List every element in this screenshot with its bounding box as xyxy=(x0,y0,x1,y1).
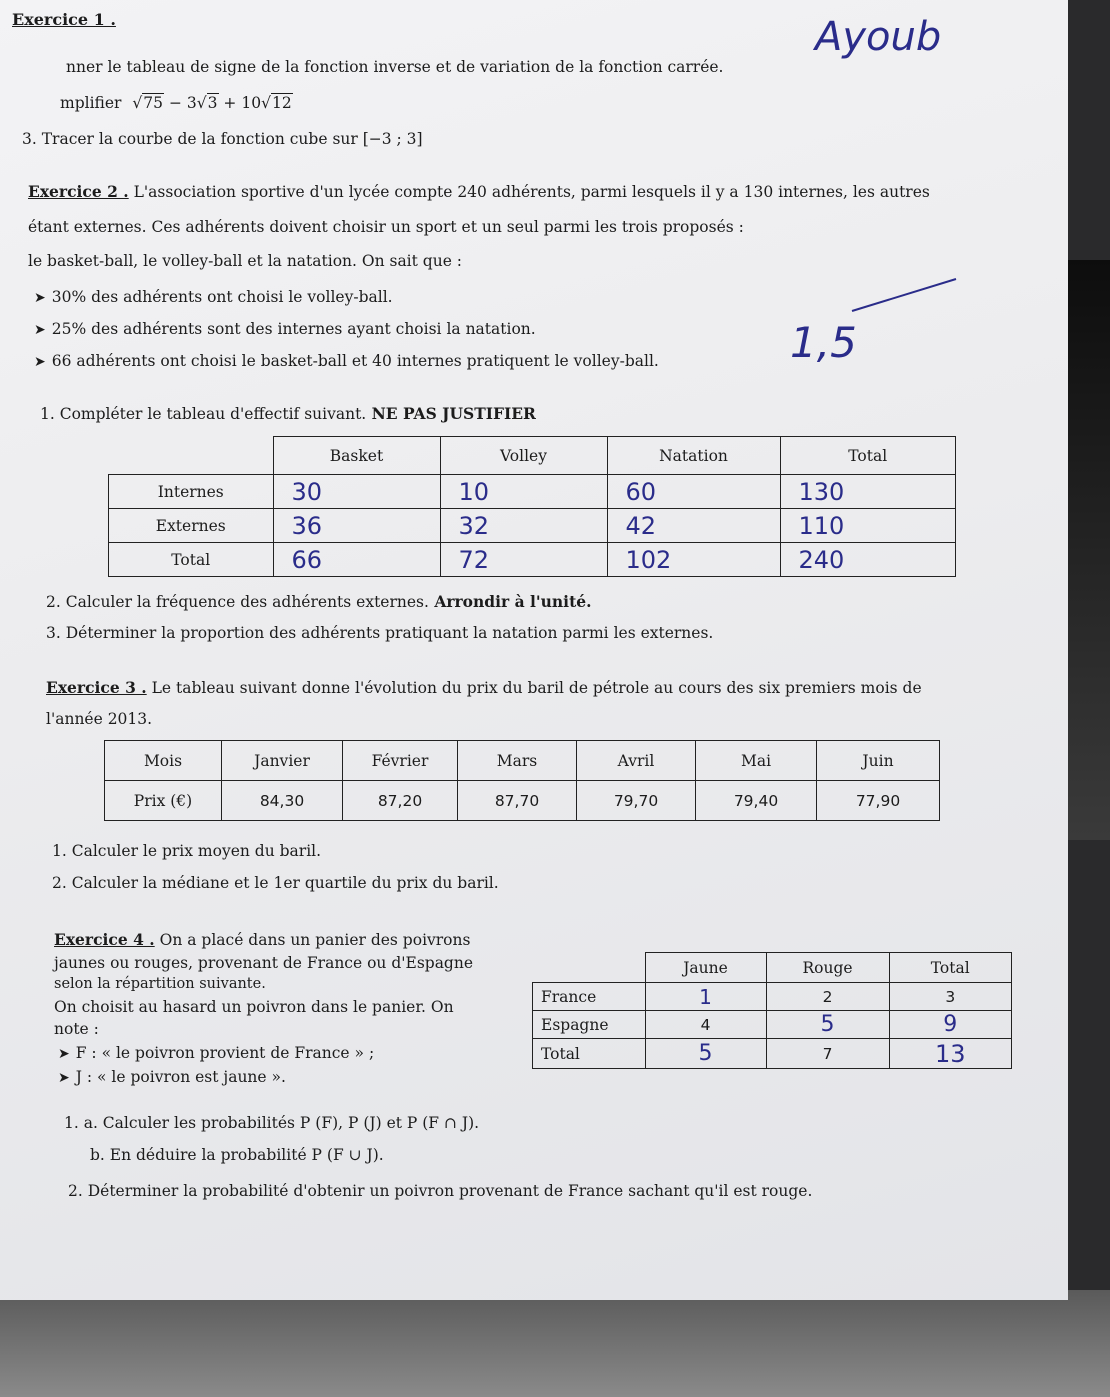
radicand-3: 3 xyxy=(207,94,218,112)
ex2-q1 xyxy=(40,404,536,423)
arrow-bullet-icon: ➤ xyxy=(58,1070,70,1086)
ex1-q2-expression xyxy=(132,94,292,112)
ex1-q1: nner le tableau de signe de la fonction inverse et de variation de la fonction carrée. xyxy=(66,58,724,76)
row-label: Externes xyxy=(109,509,274,543)
ex2-bullet-text-1: 30% des adhérents ont choisi le volley-ball. xyxy=(51,288,393,306)
header-cell: Natation xyxy=(607,437,780,475)
ex2-q3: 3. Déterminer la proportion des adhérents pratiquant la natation parmi les externes. xyxy=(46,624,714,642)
handwritten-cell: 240 xyxy=(780,543,956,577)
handwritten-cell: 5 xyxy=(766,1011,889,1039)
ex2-bullet-text-3: 66 adhérents ont choisi le basket-ball et 40 internes pratiquent le volley-ball. xyxy=(51,352,659,370)
ex1-q3: 3. Tracer la courbe de la fonction cube sur [−3 ; 3] xyxy=(22,130,423,148)
ex2-intro-line-1 xyxy=(28,182,930,201)
ex4-bullet-text-1: F : « le poivron provient de France » ; xyxy=(75,1044,375,1062)
header-cell: Total xyxy=(780,437,956,475)
ex4-intro-line-5: note : xyxy=(54,1020,99,1038)
month-cell: Février xyxy=(343,741,458,781)
printed-cell: 3 xyxy=(889,983,1012,1011)
ex4-intro-text-1: On a placé dans un panier des poivrons xyxy=(154,931,471,949)
ex3-title: Exercice 3 . xyxy=(46,678,147,697)
row-label: Mois xyxy=(105,741,222,781)
handwritten-cell: 32 xyxy=(440,509,607,543)
ex3-q2: 2. Calculer la médiane et le 1er quartile du prix du baril. xyxy=(52,874,499,892)
handwritten-cell: 102 xyxy=(607,543,780,577)
price-cell: 84,30 xyxy=(222,781,343,821)
ex2-q1-bold: NE PAS JUSTIFIER xyxy=(366,404,536,423)
header-cell: Volley xyxy=(440,437,607,475)
handwritten-cell: 9 xyxy=(889,1011,1012,1039)
ex4-intro-line-4: On choisit au hasard un poivron dans le panier. On xyxy=(54,998,454,1016)
handwritten-cell: 66 xyxy=(273,543,440,577)
price-cell: 79,70 xyxy=(577,781,696,821)
month-cell: Janvier xyxy=(222,741,343,781)
arrow-bullet-icon: ➤ xyxy=(34,290,46,306)
handwritten-stroke-icon xyxy=(850,275,960,315)
ex2-q2-bold: Arrondir à l'unité. xyxy=(428,592,592,611)
ex2-effectif-table xyxy=(108,436,956,577)
ex1-q2-prefix: mplifier xyxy=(60,94,122,112)
handwritten-cell: 130 xyxy=(780,475,956,509)
ex4-q2: 2. Déterminer la probabilité d'obtenir un poivron provenant de France sachant qu'il est rouge. xyxy=(68,1182,813,1200)
row-label: Total xyxy=(533,1039,646,1069)
ex2-q1-text: 1. Compléter le tableau d'effectif suivant. xyxy=(40,405,367,423)
month-cell: Mars xyxy=(458,741,577,781)
handwritten-cell: 42 xyxy=(607,509,780,543)
radicand-12: 12 xyxy=(271,94,292,112)
ex4-intro-line-1 xyxy=(54,930,470,949)
ex4-pepper-table xyxy=(532,952,1012,1069)
ex4-q1b: b. En déduire la probabilité P (F ∪ J). xyxy=(90,1146,384,1164)
header-cell: Jaune xyxy=(645,953,766,983)
ex4-bullet-text-2: J : « le poivron est jaune ». xyxy=(75,1068,286,1086)
month-cell: Avril xyxy=(577,741,696,781)
row-label: Prix (€) xyxy=(105,781,222,821)
header-cell: Rouge xyxy=(766,953,889,983)
ex4-bullet-2 xyxy=(58,1068,286,1086)
row-label: France xyxy=(533,983,646,1011)
ex2-bullet-3 xyxy=(34,352,659,370)
printed-cell: 7 xyxy=(766,1039,889,1069)
row-label: Total xyxy=(109,543,274,577)
arrow-bullet-icon: ➤ xyxy=(34,354,46,370)
handwritten-cell: 36 xyxy=(273,509,440,543)
printed-cell: 2 xyxy=(766,983,889,1011)
ex4-intro-line-2: jaunes ou rouges, provenant de France ou d'Espagne xyxy=(54,954,474,972)
handwritten-cell: 30 xyxy=(273,475,440,509)
sqrt-term-3: + 10√ xyxy=(218,94,271,112)
radicand-75: 75 xyxy=(143,94,164,112)
sqrt-term-2: − 3√ xyxy=(164,94,207,112)
ex1-title: Exercice 1 . xyxy=(12,10,116,29)
handwritten-cell: 60 xyxy=(607,475,780,509)
handwritten-score: 1,5 xyxy=(790,318,857,367)
ex3-price-table xyxy=(104,740,940,821)
ex4-bullet-1 xyxy=(58,1044,374,1062)
handwritten-cell: 1 xyxy=(645,983,766,1011)
ex4-title: Exercice 4 . xyxy=(54,930,155,949)
ex4-q1a: 1. a. Calculer les probabilités P (F), P (J) et P (F ∩ J). xyxy=(64,1114,480,1132)
sqrt-sign: √ xyxy=(132,94,143,112)
ex3-intro-line-1 xyxy=(46,678,922,697)
ex3-intro-text-1: Le tableau suivant donne l'évolution du prix du baril de pétrole au cours des six premiers mois de xyxy=(146,679,922,697)
handwritten-cell: 110 xyxy=(780,509,956,543)
price-cell: 77,90 xyxy=(817,781,940,821)
month-cell: Juin xyxy=(817,741,940,781)
header-cell: Basket xyxy=(273,437,440,475)
month-cell: Mai xyxy=(696,741,817,781)
ex2-q2 xyxy=(46,592,592,611)
handwritten-cell: 13 xyxy=(889,1039,1012,1069)
row-label: Internes xyxy=(109,475,274,509)
ex3-q1: 1. Calculer le prix moyen du baril. xyxy=(52,842,322,860)
table-corner xyxy=(533,953,646,983)
table-corner xyxy=(109,437,274,475)
arrow-bullet-icon: ➤ xyxy=(34,322,46,338)
row-label: Espagne xyxy=(533,1011,646,1039)
ex2-bullet-2 xyxy=(34,320,536,338)
ex2-bullet-1 xyxy=(34,288,393,306)
handwritten-name: Ayoub xyxy=(815,14,942,60)
ex2-intro-text-1: L'association sportive d'un lycée compte 240 adhérents, parmi lesquels il y a 130 internes, les autres xyxy=(128,183,930,201)
handwritten-cell: 72 xyxy=(440,543,607,577)
arrow-bullet-icon: ➤ xyxy=(58,1046,70,1062)
ex1-q2 xyxy=(60,94,293,112)
ex2-intro-line-2: étant externes. Ces adhérents doivent choisir un sport et un seul parmi les trois proposés : xyxy=(28,218,744,236)
price-cell: 87,20 xyxy=(343,781,458,821)
ex2-intro-line-3: le basket-ball, le volley-ball et la natation. On sait que : xyxy=(28,252,463,270)
ex3-intro-line-2: l'année 2013. xyxy=(46,710,153,728)
header-cell: Total xyxy=(889,953,1012,983)
handwritten-cell: 5 xyxy=(645,1039,766,1069)
ex2-bullet-text-2: 25% des adhérents sont des internes ayant choisi la natation. xyxy=(51,320,536,338)
background-desk-bottom xyxy=(0,1290,1110,1397)
ex2-title: Exercice 2 . xyxy=(28,182,129,201)
printed-cell: 4 xyxy=(645,1011,766,1039)
ex2-q2-text: 2. Calculer la fréquence des adhérents externes. xyxy=(46,593,429,611)
price-cell: 87,70 xyxy=(458,781,577,821)
price-cell: 79,40 xyxy=(696,781,817,821)
ex4-intro-line-3: selon la répartition suivante. xyxy=(54,976,266,992)
handwritten-cell: 10 xyxy=(440,475,607,509)
